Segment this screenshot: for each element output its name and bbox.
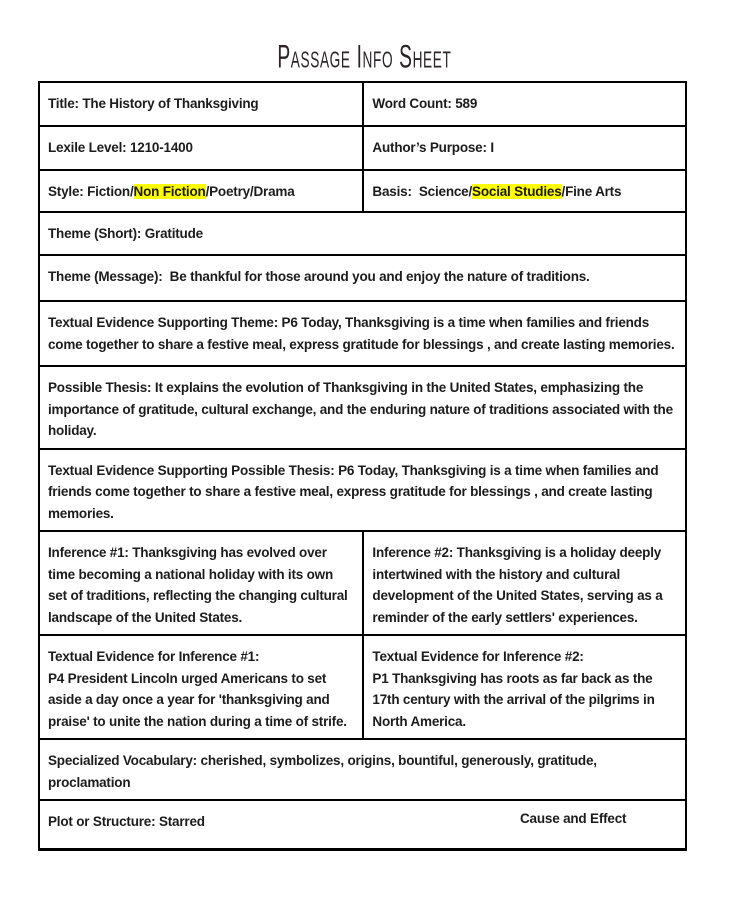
evidence-inference-1-label: Textual Evidence for Inference #1:	[48, 649, 260, 664]
cell-vocabulary: Specialized Vocabulary: cherished, symbolizes, origins, bountiful, generously, gratitude, proclamation	[48, 753, 601, 790]
row-evidence-thesis	[40, 450, 685, 533]
plot-structure-choice: Cause and Effect	[520, 811, 627, 826]
evidence-inference-2-text: P1 Thanksgiving has roots as far back as the 17th century with the arrival of the pilgrims in North America.	[372, 670, 659, 729]
row-style-basis	[40, 171, 685, 213]
cell-evidence-thesis: Textual Evidence Supporting Possible Thesis: P6 Today, Thanksgiving is a time when families and friends come together to share a festive meal, express gratitude for blessings , and create lasting memories.	[48, 462, 662, 521]
cell-word-count: Word Count: 589	[372, 96, 478, 111]
row-theme-message	[40, 256, 685, 302]
style-prefix: Style: Fiction/	[48, 184, 134, 199]
style-suffix: /Poetry/Drama	[205, 184, 295, 199]
page-title	[0, 38, 729, 74]
basis-suffix: /Fine Arts	[561, 184, 622, 199]
evidence-inference-1-text: P4 President Lincoln urged Americans to set aside a day once a year for 'thanksgiving and praise' to unite the nation during a time of strife.	[48, 670, 347, 729]
cell-inference-1: Inference #1: Thanksgiving has evolved over time becoming a national holiday with its own set of traditions, reflecting the changing cultural landscape of the United States.	[40, 532, 364, 634]
basis-highlighted-choice: Social Studies	[472, 184, 562, 199]
cell-authors-purpose: Author’s Purpose: I	[372, 140, 494, 155]
basis-prefix: Basis: Science/	[372, 184, 473, 199]
page-title-text: Passage Info Sheet	[277, 38, 452, 76]
cell-possible-thesis: Possible Thesis: It explains the evolution of Thanksgiving in the United States, emphasizing the importance of gratitude, cultural exchange, and the enduring nature of traditions associated with the holiday.	[48, 380, 677, 438]
row-title-wordcount	[40, 83, 685, 127]
cell-evidence-theme: Textual Evidence Supporting Theme: P6 Today, Thanksgiving is a time when families and friends come together to share a festive meal, express gratitude for blessings , and create lasting memories.	[48, 315, 675, 352]
row-evidence-theme	[40, 302, 685, 367]
passage-info-table	[38, 81, 687, 851]
cell-lexile-level: Lexile Level: 1210-1400	[40, 127, 364, 169]
cell-evidence-inference-1	[40, 636, 364, 738]
row-evidence-inferences	[40, 636, 685, 740]
cell-basis	[364, 171, 685, 211]
cell-plot-structure: Plot or Structure: Starred	[48, 814, 205, 829]
cell-theme-message: Theme (Message): Be thankful for those around you and enjoy the nature of traditions.	[48, 269, 590, 284]
cell-inference-2: Inference #2: Thanksgiving is a holiday deeply intertwined with the history and cultural development of the United States, serving as a reminder of the early settlers' experiences.	[372, 545, 667, 625]
row-inferences	[40, 532, 685, 636]
evidence-inference-2-label: Textual Evidence for Inference #2:	[372, 649, 584, 664]
row-possible-thesis	[40, 367, 685, 450]
cell-style	[40, 171, 364, 211]
cell-passage-title: Title: The History of Thanksgiving	[40, 83, 364, 125]
row-vocabulary	[40, 740, 685, 801]
style-highlighted-choice: Non Fiction	[133, 184, 206, 199]
row-theme-short	[40, 213, 685, 256]
row-lexile-purpose	[40, 127, 685, 171]
cell-theme-short: Theme (Short): Gratitude	[48, 226, 203, 241]
row-plot-structure	[40, 801, 685, 848]
cell-evidence-inference-2	[364, 636, 685, 738]
